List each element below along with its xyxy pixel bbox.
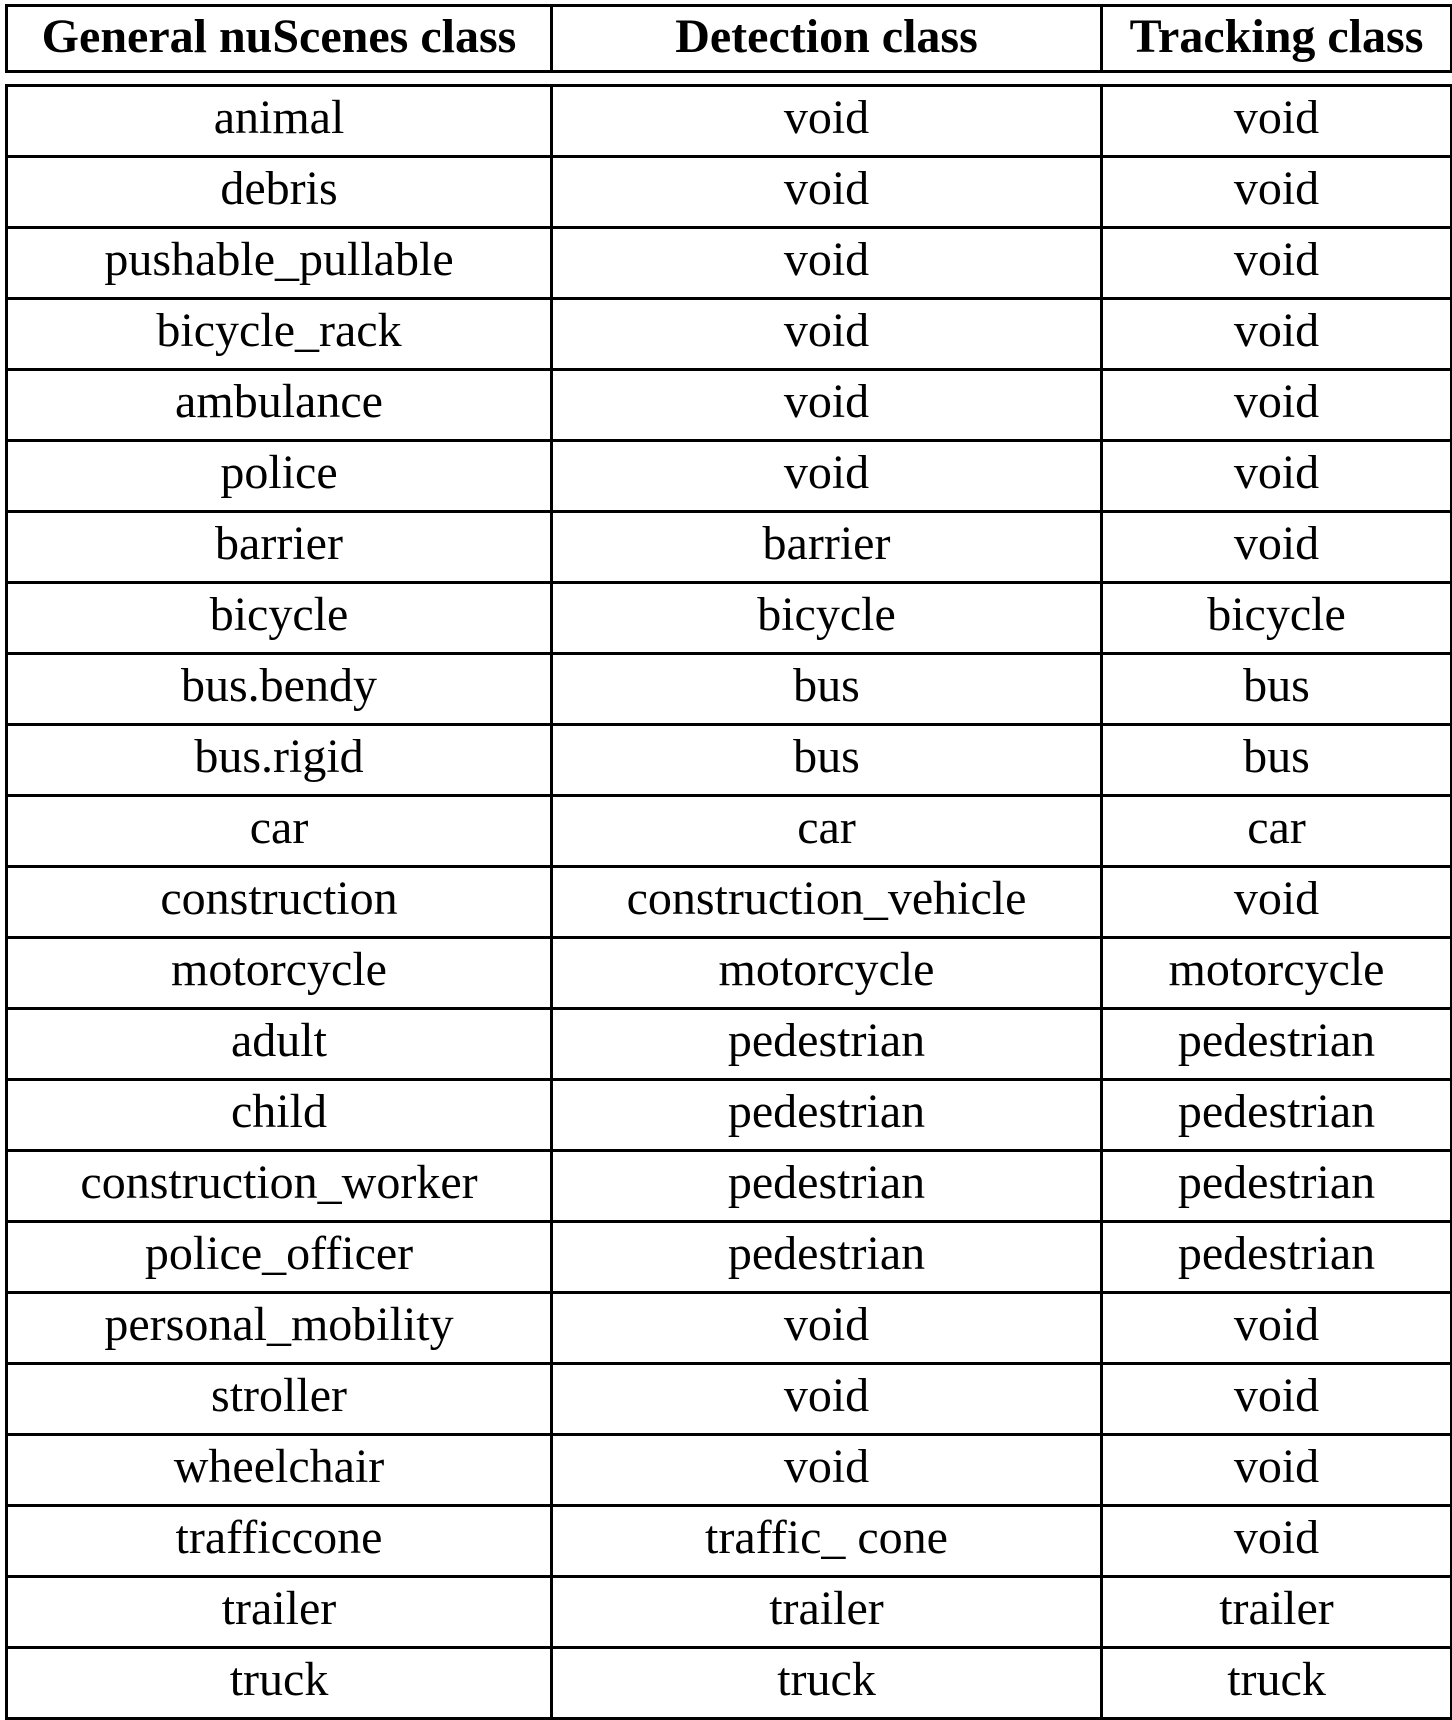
table-row — [7, 938, 1452, 1009]
table-row — [7, 583, 1452, 654]
table-row — [7, 1364, 1452, 1435]
tracking-class-cell: void — [1102, 1506, 1452, 1577]
tracking-class-cell: void — [1102, 1435, 1452, 1506]
detection-class-cell: construction_vehicle — [552, 867, 1102, 938]
tracking-class-cell: void — [1102, 1364, 1452, 1435]
table-row — [7, 157, 1452, 228]
detection-class-cell: barrier — [552, 512, 1102, 583]
general-class-cell: motorcycle — [7, 938, 552, 1009]
class-mapping-table — [5, 4, 1452, 1720]
table-body — [7, 72, 1452, 1719]
detection-class-cell: trailer — [552, 1577, 1102, 1648]
table-row — [7, 654, 1452, 725]
table-row — [7, 299, 1452, 370]
detection-class-cell: truck — [552, 1648, 1102, 1719]
general-class-cell: debris — [7, 157, 552, 228]
general-class-cell: animal — [7, 86, 552, 157]
general-class-cell: construction — [7, 867, 552, 938]
general-class-cell: bus.bendy — [7, 654, 552, 725]
general-class-cell: pushable_pullable — [7, 228, 552, 299]
tracking-class-cell: pedestrian — [1102, 1009, 1452, 1080]
tracking-class-cell: motorcycle — [1102, 938, 1452, 1009]
tracking-class-cell: bicycle — [1102, 583, 1452, 654]
table-row — [7, 1293, 1452, 1364]
general-class-cell: ambulance — [7, 370, 552, 441]
table-row — [7, 1222, 1452, 1293]
tracking-class-cell: car — [1102, 796, 1452, 867]
tracking-class-cell: pedestrian — [1102, 1151, 1452, 1222]
general-class-cell: wheelchair — [7, 1435, 552, 1506]
tracking-class-cell: truck — [1102, 1648, 1452, 1719]
general-class-cell: bicycle — [7, 583, 552, 654]
detection-class-cell: bus — [552, 725, 1102, 796]
tracking-class-cell: bus — [1102, 654, 1452, 725]
detection-class-cell: void — [552, 1293, 1102, 1364]
header-general-class: General nuScenes class — [7, 6, 552, 72]
tracking-class-cell: pedestrian — [1102, 1080, 1452, 1151]
table-row — [7, 1151, 1452, 1222]
general-class-cell: stroller — [7, 1364, 552, 1435]
detection-class-cell: bicycle — [552, 583, 1102, 654]
detection-class-cell: motorcycle — [552, 938, 1102, 1009]
detection-class-cell: void — [552, 157, 1102, 228]
detection-class-cell: void — [552, 370, 1102, 441]
tracking-class-cell: void — [1102, 86, 1452, 157]
class-mapping-table-container — [5, 4, 1450, 1720]
table-row — [7, 1080, 1452, 1151]
general-class-cell: trafficcone — [7, 1506, 552, 1577]
tracking-class-cell: void — [1102, 441, 1452, 512]
header-detection-class: Detection class — [552, 6, 1102, 72]
general-class-cell: personal_mobility — [7, 1293, 552, 1364]
table-row — [7, 1506, 1452, 1577]
detection-class-cell: void — [552, 1364, 1102, 1435]
detection-class-cell: void — [552, 86, 1102, 157]
tracking-class-cell: void — [1102, 299, 1452, 370]
tracking-class-cell: bus — [1102, 725, 1452, 796]
detection-class-cell: bus — [552, 654, 1102, 725]
table-row — [7, 370, 1452, 441]
detection-class-cell: traffic_ cone — [552, 1506, 1102, 1577]
table-row — [7, 796, 1452, 867]
detection-class-cell: void — [552, 1435, 1102, 1506]
table-row — [7, 1435, 1452, 1506]
table-row — [7, 512, 1452, 583]
general-class-cell: adult — [7, 1009, 552, 1080]
tracking-class-cell: void — [1102, 370, 1452, 441]
general-class-cell: police_officer — [7, 1222, 552, 1293]
tracking-class-cell: void — [1102, 867, 1452, 938]
detection-class-cell: car — [552, 796, 1102, 867]
general-class-cell: truck — [7, 1648, 552, 1719]
tracking-class-cell: void — [1102, 228, 1452, 299]
table-row — [7, 1648, 1452, 1719]
general-class-cell: bicycle_rack — [7, 299, 552, 370]
detection-class-cell: void — [552, 299, 1102, 370]
detection-class-cell: pedestrian — [552, 1009, 1102, 1080]
table-row — [7, 441, 1452, 512]
table-row — [7, 228, 1452, 299]
general-class-cell: child — [7, 1080, 552, 1151]
table-row — [7, 1009, 1452, 1080]
detection-class-cell: pedestrian — [552, 1151, 1102, 1222]
tracking-class-cell: void — [1102, 512, 1452, 583]
table-row — [7, 725, 1452, 796]
tracking-class-cell: pedestrian — [1102, 1222, 1452, 1293]
general-class-cell: police — [7, 441, 552, 512]
general-class-cell: car — [7, 796, 552, 867]
header-tracking-class: Tracking class — [1102, 6, 1452, 72]
table-row — [7, 1577, 1452, 1648]
header-row — [7, 6, 1452, 72]
detection-class-cell: void — [552, 441, 1102, 512]
detection-class-cell: pedestrian — [552, 1222, 1102, 1293]
detection-class-cell: pedestrian — [552, 1080, 1102, 1151]
general-class-cell: barrier — [7, 512, 552, 583]
general-class-cell: bus.rigid — [7, 725, 552, 796]
tracking-class-cell: void — [1102, 1293, 1452, 1364]
header-separator — [7, 72, 1452, 86]
table-row — [7, 86, 1452, 157]
general-class-cell: construction_worker — [7, 1151, 552, 1222]
general-class-cell: trailer — [7, 1577, 552, 1648]
tracking-class-cell: void — [1102, 157, 1452, 228]
table-row — [7, 867, 1452, 938]
detection-class-cell: void — [552, 228, 1102, 299]
tracking-class-cell: trailer — [1102, 1577, 1452, 1648]
